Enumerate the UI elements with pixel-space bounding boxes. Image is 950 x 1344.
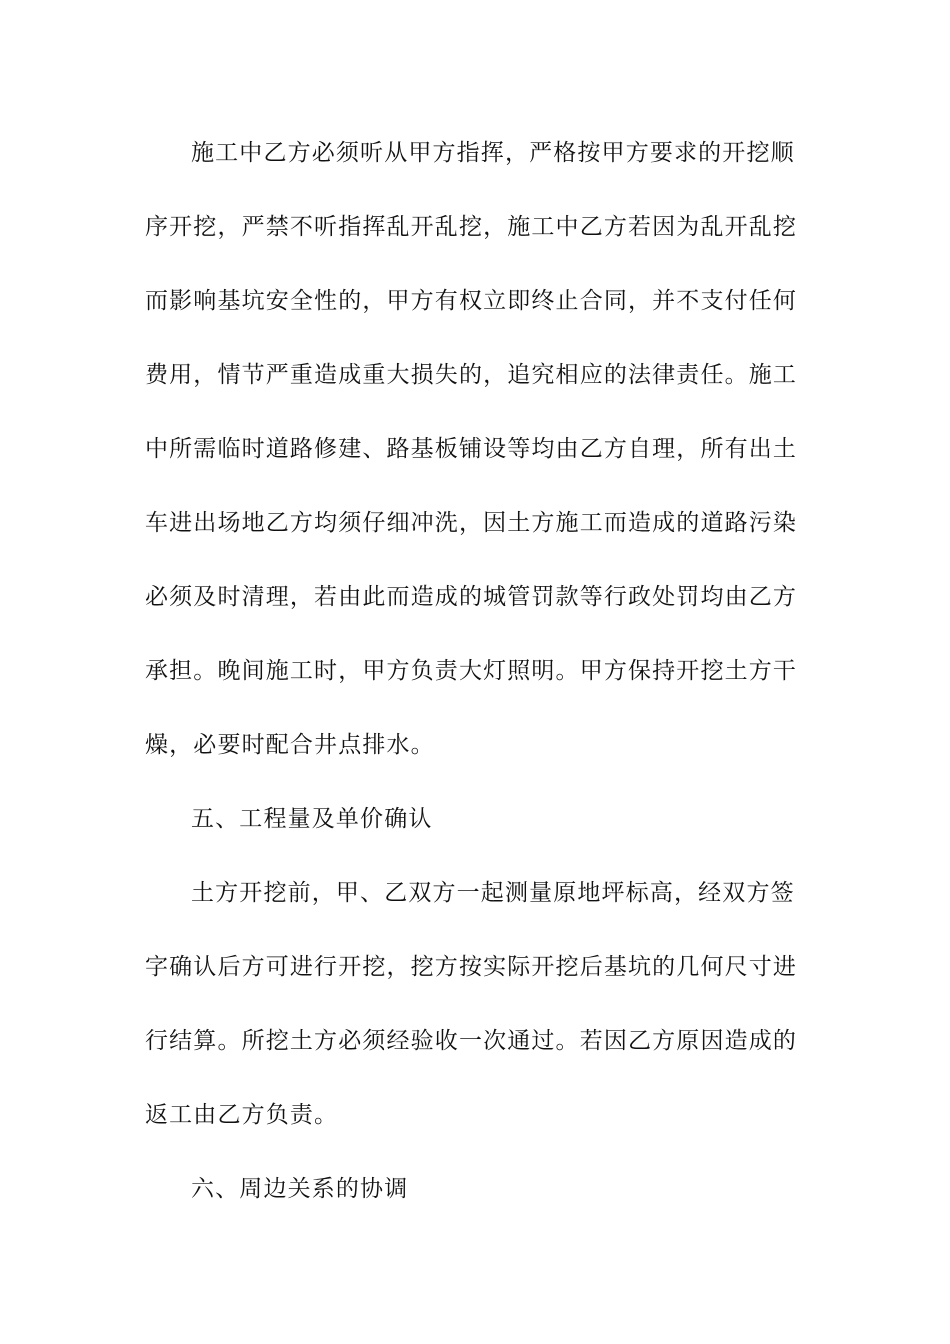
section-heading: 六、周边关系的协调	[191, 1176, 409, 1202]
section-heading: 五、工程量及单价确认	[191, 806, 433, 832]
paragraph-line: 承担。晚间施工时，甲方负责大灯照明。甲方保持开挖土方干	[145, 658, 798, 684]
paragraph-line: 施工中乙方必须听从甲方指挥，严格按甲方要求的开挖顺	[191, 140, 795, 166]
paragraph-line: 土方开挖前，甲、乙双方一起测量原地坪标高，经双方签	[191, 880, 795, 906]
paragraph-line: 字确认后方可进行开挖，挖方按实际开挖后基坑的几何尺寸进	[145, 954, 798, 980]
paragraph-line: 必须及时清理，若由此而造成的城管罚款等行政处罚均由乙方	[145, 584, 798, 610]
paragraph-line: 序开挖，严禁不听指挥乱开乱挖，施工中乙方若因为乱开乱挖	[145, 214, 798, 240]
paragraph-line: 车进出场地乙方均须仔细冲洗，因土方施工而造成的道路污染	[145, 510, 798, 536]
paragraph-line: 返工由乙方负责。	[145, 1102, 339, 1128]
document-body	[145, 130, 810, 1240]
paragraph-line: 中所需临时道路修建、路基板铺设等均由乙方自理，所有出土	[145, 436, 798, 462]
paragraph-line: 行结算。所挖土方必须经验收一次通过。若因乙方原因造成的	[145, 1028, 798, 1054]
paragraph-line: 费用，情节严重造成重大损失的，追究相应的法律责任。施工	[145, 362, 798, 388]
paragraph-line: 燥，必要时配合井点排水。	[145, 732, 435, 758]
paragraph-line: 而影响基坑安全性的，甲方有权立即终止合同，并不支付任何	[145, 288, 798, 314]
